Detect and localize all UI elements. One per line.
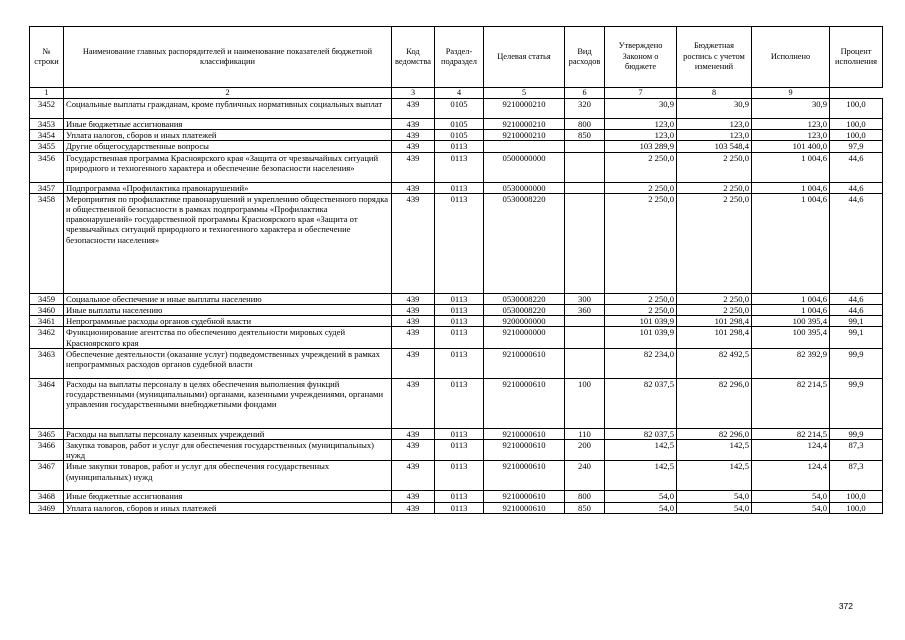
table-row [30, 327, 883, 348]
row-budget-list: 142,5 [677, 461, 752, 491]
row-section: 0113 [435, 491, 484, 502]
row-section: 0113 [435, 316, 484, 327]
row-approved: 82 037,5 [605, 378, 677, 428]
row-section: 0113 [435, 182, 484, 193]
row-dept-code: 439 [392, 491, 435, 502]
row-expense-type: 850 [565, 130, 605, 141]
row-name: Мероприятия по профилактике правонарушений и укреплению общественного порядка и общественной безопасности в рамках подпрограммы «Профилактика правонарушений» государственной программы Красноярского края «Защита от чрезвычайных ситуаций природного и техногенного характера и обеспечение безопасности населения» [64, 193, 392, 293]
row-dept-code: 439 [392, 348, 435, 378]
row-percent: 87,3 [830, 440, 883, 461]
table-row [30, 152, 883, 182]
row-executed: 82 392,9 [752, 348, 830, 378]
row-dept-code: 439 [392, 305, 435, 316]
row-approved: 2 250,0 [605, 193, 677, 293]
row-target: 0530000000 [484, 182, 565, 193]
row-percent: 97,9 [830, 141, 883, 152]
row-name: Уплата налогов, сборов и иных платежей [64, 130, 392, 141]
row-executed: 124,4 [752, 440, 830, 461]
row-expense-type [565, 348, 605, 378]
row-number: 3456 [30, 152, 64, 182]
row-expense-type [565, 193, 605, 293]
row-budget-list: 123,0 [677, 119, 752, 130]
row-percent: 99,9 [830, 378, 883, 428]
row-number: 3464 [30, 378, 64, 428]
row-target: 9210000610 [484, 428, 565, 439]
header-percent: Процент исполнения [830, 27, 883, 88]
row-approved: 54,0 [605, 491, 677, 502]
row-name: Иные выплаты населению [64, 305, 392, 316]
table-row [30, 305, 883, 316]
row-number: 3466 [30, 440, 64, 461]
row-expense-type [565, 327, 605, 348]
row-budget-list: 123,0 [677, 130, 752, 141]
row-executed: 124,4 [752, 461, 830, 491]
row-target: 9210000610 [484, 461, 565, 491]
row-target: 9200000000 [484, 316, 565, 327]
row-section: 0113 [435, 378, 484, 428]
row-dept-code: 439 [392, 130, 435, 141]
row-percent: 44,6 [830, 193, 883, 293]
row-dept-code: 439 [392, 327, 435, 348]
row-budget-list: 2 250,0 [677, 152, 752, 182]
row-section: 0113 [435, 141, 484, 152]
row-target: 9210000210 [484, 99, 565, 119]
table-row [30, 141, 883, 152]
row-executed: 82 214,5 [752, 378, 830, 428]
table-row [30, 293, 883, 304]
row-name: Другие общегосударственные вопросы [64, 141, 392, 152]
row-budget-list: 82 296,0 [677, 428, 752, 439]
row-executed: 123,0 [752, 119, 830, 130]
row-approved: 142,5 [605, 461, 677, 491]
row-section: 0113 [435, 193, 484, 293]
row-budget-list: 2 250,0 [677, 305, 752, 316]
row-approved: 2 250,0 [605, 182, 677, 193]
table-row [30, 461, 883, 491]
row-number: 3460 [30, 305, 64, 316]
row-expense-type: 100 [565, 378, 605, 428]
row-executed: 54,0 [752, 502, 830, 513]
table-row [30, 440, 883, 461]
table-row [30, 428, 883, 439]
row-executed: 100 395,4 [752, 327, 830, 348]
row-target: 0530008220 [484, 293, 565, 304]
row-budget-list: 103 548,4 [677, 141, 752, 152]
row-number: 3457 [30, 182, 64, 193]
row-target: 9210000610 [484, 348, 565, 378]
row-approved: 123,0 [605, 130, 677, 141]
row-name: Государственная программа Красноярского края «Защита от чрезвычайных ситуаций природного и техногенного характера и обеспечение безопасности населения» [64, 152, 392, 182]
row-executed: 1 004,6 [752, 193, 830, 293]
row-dept-code: 439 [392, 119, 435, 130]
row-executed: 1 004,6 [752, 293, 830, 304]
row-name: Подпрограмма «Профилактика правонарушений» [64, 182, 392, 193]
row-expense-type: 850 [565, 502, 605, 513]
row-name: Социальное обеспечение и иные выплаты населению [64, 293, 392, 304]
header-expense-type: Вид расходов [565, 27, 605, 88]
header-name: Наименование главных распорядителей и наименование показателей бюджетной классификации [64, 27, 392, 88]
row-approved: 30,9 [605, 99, 677, 119]
header-row-no: № строки [30, 27, 64, 88]
row-executed: 1 004,6 [752, 305, 830, 316]
row-expense-type [565, 141, 605, 152]
row-section: 0113 [435, 293, 484, 304]
column-number: 9 [752, 88, 830, 99]
row-name: Функционирование агентства по обеспечению деятельности мировых судей Красноярского края [64, 327, 392, 348]
row-number: 3463 [30, 348, 64, 378]
row-budget-list: 142,5 [677, 440, 752, 461]
column-number: 8 [677, 88, 752, 99]
row-name: Социальные выплаты гражданам, кроме публичных нормативных социальных выплат [64, 99, 392, 119]
row-section: 0113 [435, 305, 484, 316]
row-percent: 44,6 [830, 293, 883, 304]
column-number: 6 [565, 88, 605, 99]
row-budget-list: 30,9 [677, 99, 752, 119]
budget-table [29, 26, 883, 514]
header-approved: Утверждено Законом о бюджете [605, 27, 677, 88]
row-target: 9210000610 [484, 502, 565, 513]
row-section: 0113 [435, 348, 484, 378]
column-number: 4 [435, 88, 484, 99]
row-number: 3452 [30, 99, 64, 119]
row-number: 3455 [30, 141, 64, 152]
row-number: 3468 [30, 491, 64, 502]
row-dept-code: 439 [392, 193, 435, 293]
row-dept-code: 439 [392, 461, 435, 491]
column-number: 1 [30, 88, 64, 99]
row-section: 0105 [435, 119, 484, 130]
row-percent: 99,1 [830, 327, 883, 348]
row-target: 9210000210 [484, 119, 565, 130]
row-dept-code: 439 [392, 378, 435, 428]
row-name: Иные закупки товаров, работ и услуг для обеспечения государственных (муниципальных) нужд [64, 461, 392, 491]
table-row [30, 348, 883, 378]
row-dept-code: 439 [392, 182, 435, 193]
row-percent: 99,9 [830, 348, 883, 378]
row-expense-type: 800 [565, 119, 605, 130]
row-approved: 82 037,5 [605, 428, 677, 439]
row-dept-code: 439 [392, 293, 435, 304]
row-section: 0113 [435, 152, 484, 182]
row-budget-list: 2 250,0 [677, 182, 752, 193]
row-budget-list: 82 492,5 [677, 348, 752, 378]
row-approved: 101 039,9 [605, 327, 677, 348]
header-row [30, 27, 883, 88]
row-executed: 30,9 [752, 99, 830, 119]
row-executed: 82 214,5 [752, 428, 830, 439]
column-number: 5 [484, 88, 565, 99]
row-dept-code: 439 [392, 316, 435, 327]
column-number: 7 [605, 88, 677, 99]
row-budget-list: 54,0 [677, 502, 752, 513]
row-target: 9210000610 [484, 491, 565, 502]
row-dept-code: 439 [392, 502, 435, 513]
row-budget-list: 2 250,0 [677, 293, 752, 304]
row-budget-list: 101 298,4 [677, 327, 752, 348]
row-dept-code: 439 [392, 141, 435, 152]
row-section: 0105 [435, 130, 484, 141]
row-budget-list: 54,0 [677, 491, 752, 502]
row-number: 3453 [30, 119, 64, 130]
row-percent: 100,0 [830, 491, 883, 502]
row-name: Расходы на выплаты персоналу в целях обеспечения выполнения функций государственными (муниципальными) органами, казенными учреждениями, органами управления государственными внебюджетными фондами [64, 378, 392, 428]
row-target: 0500000000 [484, 152, 565, 182]
row-section: 0113 [435, 428, 484, 439]
row-approved: 2 250,0 [605, 152, 677, 182]
table-row [30, 130, 883, 141]
row-executed: 100 395,4 [752, 316, 830, 327]
row-expense-type [565, 316, 605, 327]
row-dept-code: 439 [392, 152, 435, 182]
row-target: 9210000210 [484, 130, 565, 141]
row-percent: 100,0 [830, 119, 883, 130]
table-row [30, 119, 883, 130]
row-target: 0530008220 [484, 305, 565, 316]
table-row [30, 378, 883, 428]
table-row [30, 316, 883, 327]
row-number: 3461 [30, 316, 64, 327]
row-budget-list: 82 296,0 [677, 378, 752, 428]
row-budget-list: 101 298,4 [677, 316, 752, 327]
row-approved: 2 250,0 [605, 293, 677, 304]
row-name: Иные бюджетные ассигнования [64, 491, 392, 502]
row-executed: 123,0 [752, 130, 830, 141]
row-percent: 44,6 [830, 182, 883, 193]
table-row [30, 99, 883, 119]
row-target [484, 141, 565, 152]
row-percent: 44,6 [830, 152, 883, 182]
row-name: Уплата налогов, сборов и иных платежей [64, 502, 392, 513]
row-percent: 99,9 [830, 428, 883, 439]
row-approved: 54,0 [605, 502, 677, 513]
row-target: 9210000000 [484, 327, 565, 348]
row-section: 0113 [435, 327, 484, 348]
row-target: 0530008220 [484, 193, 565, 293]
row-dept-code: 439 [392, 99, 435, 119]
row-approved: 123,0 [605, 119, 677, 130]
row-number: 3469 [30, 502, 64, 513]
row-dept-code: 439 [392, 440, 435, 461]
row-dept-code: 439 [392, 428, 435, 439]
table-body [30, 99, 883, 514]
row-number: 3454 [30, 130, 64, 141]
row-percent: 100,0 [830, 502, 883, 513]
row-section: 0113 [435, 440, 484, 461]
row-percent: 87,3 [830, 461, 883, 491]
row-expense-type: 320 [565, 99, 605, 119]
row-expense-type [565, 182, 605, 193]
row-number: 3465 [30, 428, 64, 439]
row-percent: 44,6 [830, 305, 883, 316]
column-number-row [30, 88, 883, 99]
row-expense-type: 240 [565, 461, 605, 491]
row-percent: 100,0 [830, 99, 883, 119]
row-budget-list: 2 250,0 [677, 193, 752, 293]
row-approved: 103 289,9 [605, 141, 677, 152]
row-number: 3462 [30, 327, 64, 348]
row-number: 3458 [30, 193, 64, 293]
row-section: 0113 [435, 461, 484, 491]
header-executed: Исполнено [752, 27, 830, 88]
row-approved: 82 234,0 [605, 348, 677, 378]
row-number: 3467 [30, 461, 64, 491]
header-section: Раздел-подраздел [435, 27, 484, 88]
row-expense-type [565, 152, 605, 182]
header-budget-list: Бюджетная роспись с учетом изменений [677, 27, 752, 88]
row-expense-type: 360 [565, 305, 605, 316]
row-expense-type: 300 [565, 293, 605, 304]
header-target: Целевая статья [484, 27, 565, 88]
row-approved: 101 039,9 [605, 316, 677, 327]
row-executed: 54,0 [752, 491, 830, 502]
row-number: 3459 [30, 293, 64, 304]
row-executed: 1 004,6 [752, 152, 830, 182]
row-expense-type: 800 [565, 491, 605, 502]
row-approved: 2 250,0 [605, 305, 677, 316]
column-number: 2 [64, 88, 392, 99]
row-approved: 142,5 [605, 440, 677, 461]
table-row [30, 193, 883, 293]
header-dept-code: Код ведомства [392, 27, 435, 88]
row-expense-type: 110 [565, 428, 605, 439]
row-name: Расходы на выплаты персоналу казенных учреждений [64, 428, 392, 439]
row-percent: 99,1 [830, 316, 883, 327]
row-expense-type: 200 [565, 440, 605, 461]
row-percent: 100,0 [830, 130, 883, 141]
row-executed: 101 400,0 [752, 141, 830, 152]
table-row [30, 182, 883, 193]
column-number: 3 [392, 88, 435, 99]
row-name: Непрограммные расходы органов судебной власти [64, 316, 392, 327]
row-executed: 1 004,6 [752, 182, 830, 193]
row-target: 9210000610 [484, 378, 565, 428]
row-name: Обеспечение деятельности (оказание услуг) подведомственных учреждений в рамках непрограммных расходов органов судебной власти [64, 348, 392, 378]
row-name: Закупка товаров, работ и услуг для обеспечения государственных (муниципальных) нужд [64, 440, 392, 461]
page-number: 372 [838, 601, 853, 611]
table-row [30, 502, 883, 513]
table-row [30, 491, 883, 502]
row-section: 0105 [435, 99, 484, 119]
row-section: 0113 [435, 502, 484, 513]
row-name: Иные бюджетные ассигнования [64, 119, 392, 130]
row-target: 9210000610 [484, 440, 565, 461]
